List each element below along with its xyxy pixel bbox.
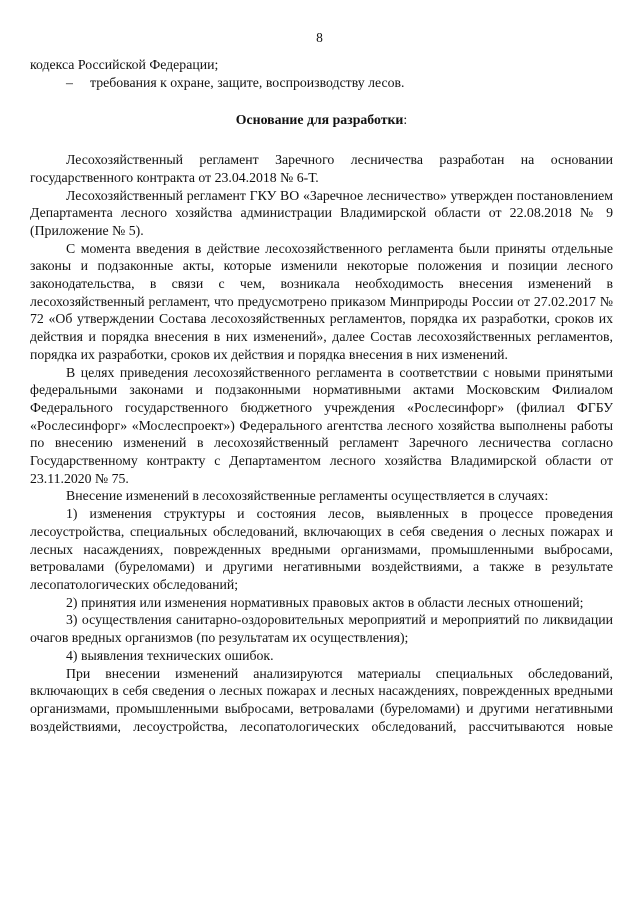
paragraph-amendment-work: В целях приведения лесохозяйственного регламента в соответствии с новыми принятыми федеральными законами и подзаконными нормативными актами Московским Филиалом Федерального государственного бюджетного учреждения «Рослесинфорг» (филиал ФГБУ «Рослесинфорг» «Мослеспроект») Федерального агентства лесного хозяйства выполнены работы по внесению изменений в лесохозяйственный регламент Заречного лесничества согласно Государственному контракту с Департаментом лесного хозяйства Владимирской области от 23.11.2020 № 75.: [30, 364, 613, 486]
list-item: [30, 74, 613, 92]
dash-bullet: –: [66, 74, 73, 90]
paragraph-case-2: 2) принятия или изменения нормативных правовых актов в области лесных отношений;: [66, 594, 584, 610]
paragraph-case-1: 1) изменения структуры и состояния лесов, выявленных в процессе проведения лесоустройства, специальных обследований, включающих в себя сведения о лесных пожарах и лесных насаждениях, поврежденных вредными организмами, промышленными выбросами, ветровалами (буреломами) и другими негативными воздействиями, а также в результате лесопатологических обследований;: [30, 506, 613, 592]
paragraph-case-3: 3) осуществления санитарно-оздоровительных мероприятий и мероприятий по ликвидации очагов вредных организмов (по результатам их осуществления);: [30, 612, 613, 646]
paragraph-case-4: 4) выявления технических ошибок.: [66, 647, 274, 663]
section-heading-title: Основание для разработки: [235, 112, 404, 128]
paragraph-legislation-changes: С момента введения в действие лесохозяйственного регламента были приняты отдельные законы и подзаконные акты, которые изменили некоторые положения и позиции лесного законодательства, в связи с чем, возникала необходимость внесения изменений в лесохозяйственный регламент, что предусмотрено приказом Минприроды России от 27.02.2017 № 72 «Об утверждении Состава лесохозяйственных регламентов, порядка их разработки, сроков их действия и порядка внесения в них изменений», далее Состав лесохозяйственных регламентов, порядка их разработки, сроков их действия и порядка внесения в них изменений.: [30, 240, 613, 362]
paragraph-analysis: При внесении изменений анализируются материалы специальных обследований, включающих в себя сведения о лесных пожарах и лесных насаждениях, поврежденных вредными организмами, промышленными выбросами, ветровалами (буреломами) и другими негативными воздействиями, лесоустройства, лесопатологических обследований, рассчитываются новые: [30, 665, 613, 734]
paragraph-basis-contract: Лесохозяйственный регламент Заречного лесничества разработан на основании государственного контракта от 23.04.2018 № 6-Т.: [30, 152, 613, 185]
paragraph-amendment-cases: Внесение изменений в лесохозяйственные регламенты осуществляется в случаях:: [66, 488, 549, 504]
page-number: 8: [316, 30, 323, 45]
document-body: [30, 56, 613, 735]
section-heading-colon: :: [403, 112, 408, 128]
intro-line: кодекса Российской Федерации;: [30, 57, 219, 72]
section-heading: [30, 111, 613, 129]
paragraph-approval: Лесохозяйственный регламент ГКУ ВО «Заречное лесничество» утвержден постановлением Департамента лесного хозяйства администрации Владимирской области от 22.08.2018 № 9 (Приложение № 5).: [30, 187, 613, 238]
list-item-text: требования к охране, защите, воспроизводству лесов.: [90, 74, 405, 90]
